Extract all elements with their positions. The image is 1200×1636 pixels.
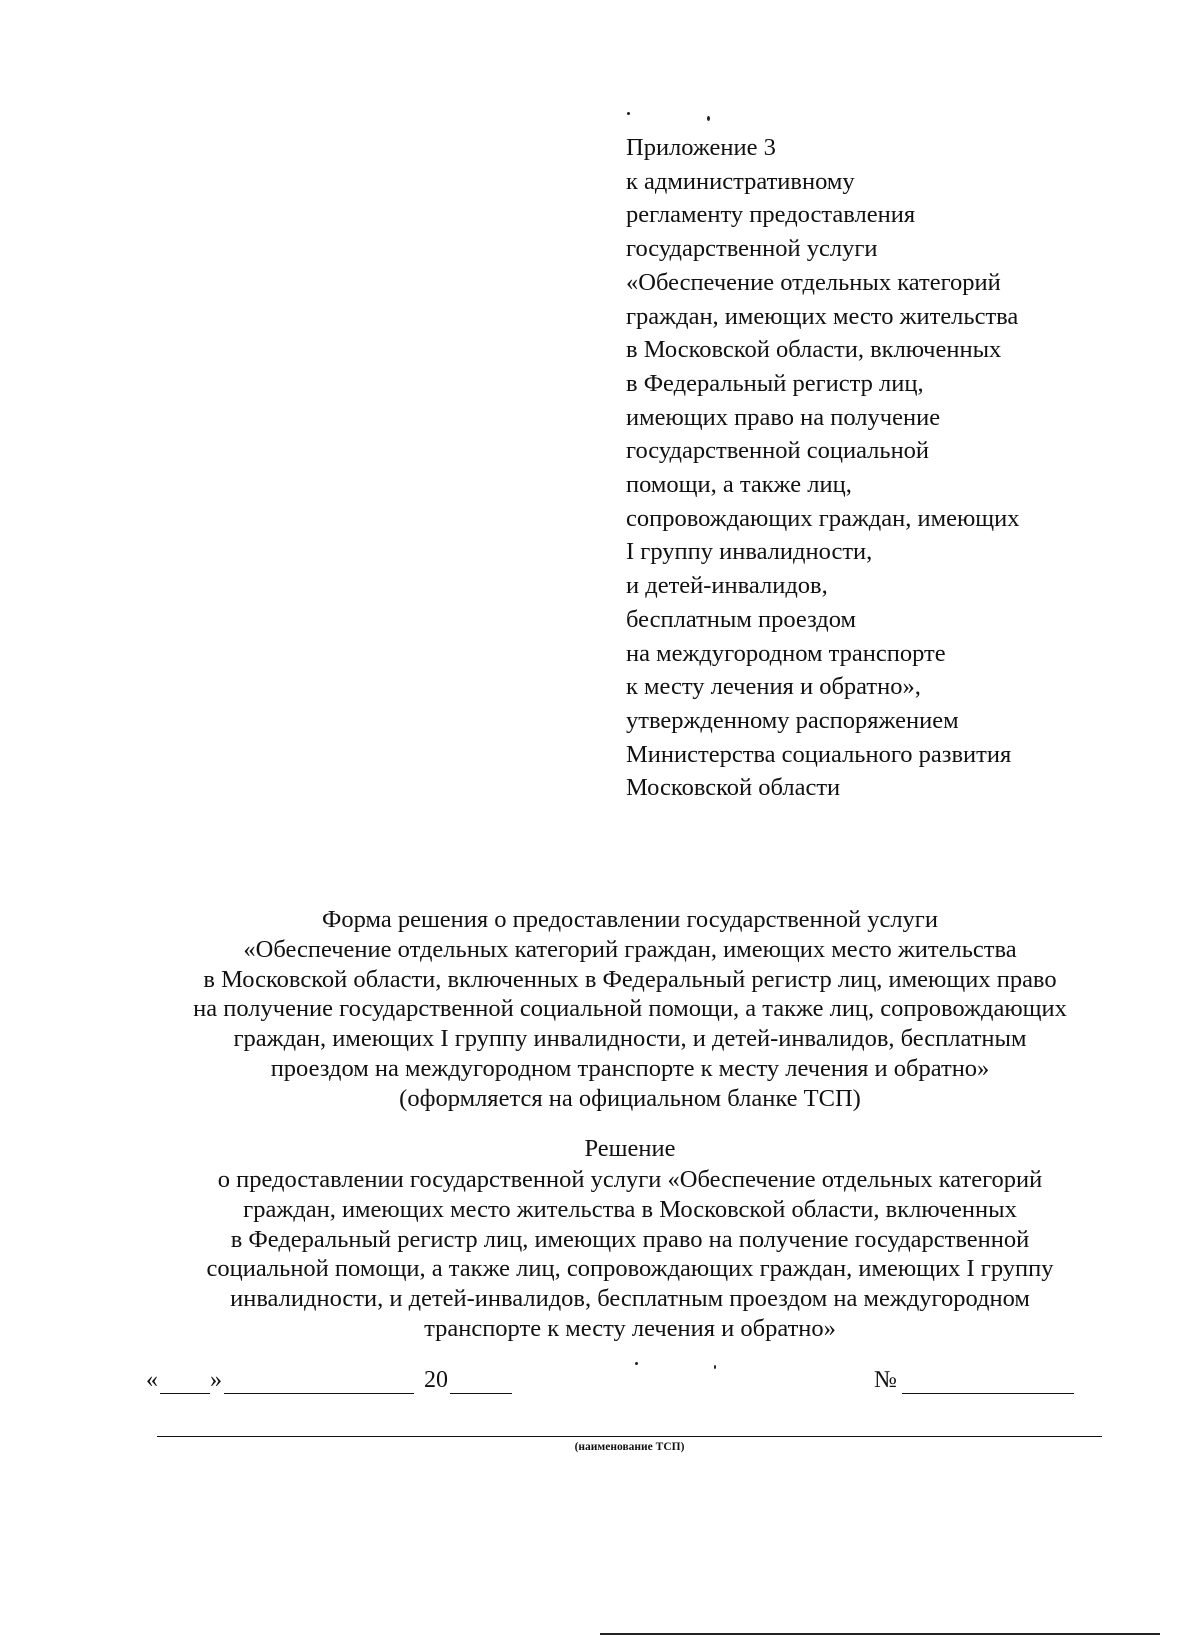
month-blank[interactable] [224,1393,414,1394]
appendix-line: граждан, имеющих место жительства [626,302,1019,330]
appendix-line: I группу инвалидности, [626,538,873,566]
appendix-line: в Московской области, включенных [626,336,1002,364]
form-title-line: на получение государственной социальной помощи, а также лиц, сопровождающих [193,995,1067,1023]
form-title-line: проездом на междугородном транспорте к месту лечения и обратно» [270,1054,990,1082]
year-blank[interactable] [450,1393,512,1394]
decision-title-line: в Федеральный регистр лиц, имеющих право на получение государственной [230,1225,1030,1253]
appendix-line: регламенту предоставления [626,201,916,229]
appendix-line: «Обеспечение отдельных категорий [626,268,1001,296]
form-title-line: в Московской области, включенных в Федеральный регистр лиц, имеющих право [203,965,1057,993]
form-title-line: граждан, имеющих I группу инвалидности, и детей-инвалидов, бесплатным [233,1025,1027,1053]
form-title [100,905,1160,1114]
decision-title-line: граждан, имеющих место жительства в Московской области, включенных [243,1195,1017,1223]
appendix-line: сопровождающих граждан, имеющих [626,504,1020,532]
scan-speck [627,112,630,115]
date-close-quote: » [210,1367,222,1393]
appendix-line: имеющих право на получение [626,403,941,431]
number-sign: № [874,1367,897,1393]
decision-title-line: о предоставлении государственной услуги «Обеспечение отдельных категорий [217,1166,1043,1193]
date-open-quote: « [146,1367,158,1393]
appendix-header [626,131,1106,805]
tsp-caption: (наименование ТСП) [574,1441,685,1453]
day-blank[interactable] [160,1393,210,1394]
tsp-name-blank[interactable] [157,1436,1102,1437]
decision-heading: Решение [584,1135,676,1162]
scan-edge-line [600,1633,1160,1635]
appendix-line: Министерства социального развития [626,740,1012,768]
appendix-line: в Федеральный регистр лиц, [626,369,924,397]
appendix-line: Московской области [626,774,841,802]
decision-title-line: транспорте к месту лечения и обратно» [424,1314,836,1342]
date-number-line [146,1362,1076,1398]
decision-title-line: инвалидности, и детей-инвалидов, бесплатным проездом на междугородном [230,1285,1030,1313]
appendix-line: государственной услуги [626,235,878,263]
appendix-line: помощи, а также лиц, [626,471,852,499]
appendix-line: к административному [626,167,855,195]
scan-speck [707,116,710,121]
appendix-line: Приложение 3 [626,134,776,161]
appendix-line: государственной социальной [626,437,930,465]
appendix-line: бесплатным проездом [626,605,857,633]
decision-title [100,1165,1160,1344]
form-title-line: «Обеспечение отдельных категорий граждан, имеющих место жительства [243,935,1017,963]
year-prefix: 20 [424,1367,448,1393]
form-title-line: (оформляется на официальном бланке ТСП) [399,1084,861,1112]
appendix-line: к месту лечения и обратно», [626,673,921,701]
appendix-line: и детей-инвалидов, [626,572,828,600]
decision-title-line: социальной помощи, а также лиц, сопровождающих граждан, имеющих I группу [206,1255,1054,1283]
appendix-line: на междугородном транспорте [626,639,946,667]
appendix-line: утвержденному распоряжением [626,706,959,734]
number-blank[interactable] [902,1393,1074,1394]
form-title-line: Форма решения о предоставлении государственной услуги [322,906,938,933]
